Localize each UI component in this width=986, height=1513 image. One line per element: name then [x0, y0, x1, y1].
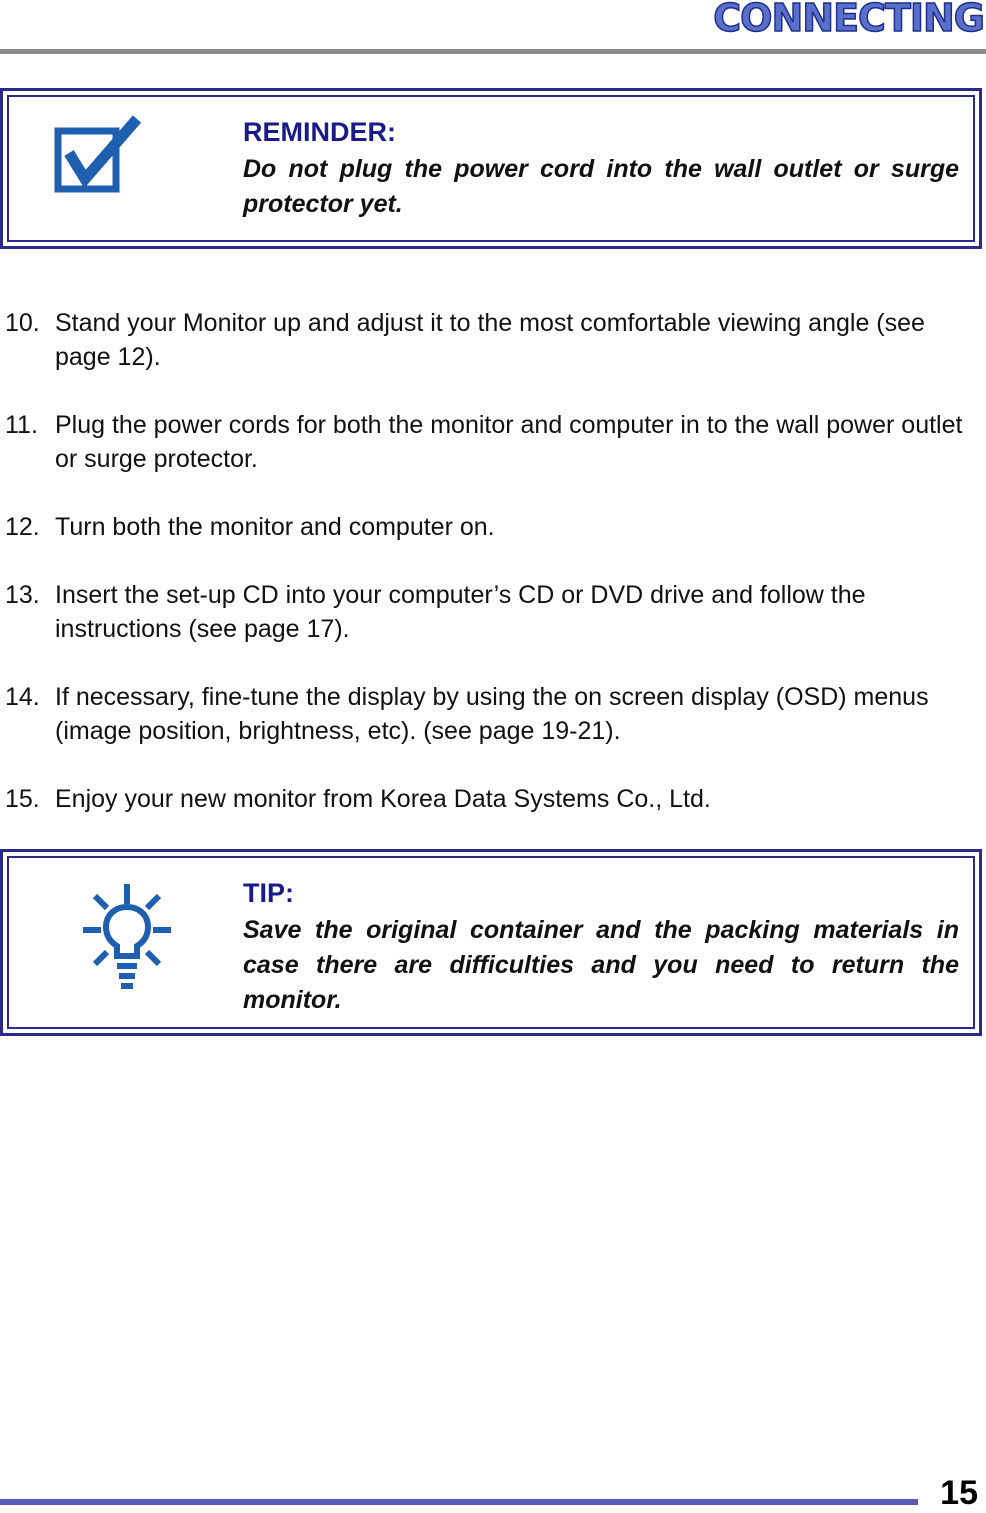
reminder-heading: REMINDER:: [243, 117, 396, 147]
tip-heading: TIP:: [243, 878, 294, 908]
tip-callout: [0, 849, 982, 1036]
step-number: 14.: [5, 683, 40, 711]
list-item: [0, 680, 986, 748]
step-number: 12.: [5, 513, 40, 541]
reminder-text: Do not plug the power cord into the wall outlet or surge protector yet.: [243, 155, 959, 218]
list-item: [0, 578, 986, 646]
page-number: 15: [940, 1474, 978, 1512]
tip-text: Save the original container and the packing materials in case there are difficulties and you need to return the monitor.: [243, 916, 959, 1014]
step-text: Turn both the monitor and computer on.: [55, 513, 495, 541]
list-item: [0, 306, 986, 374]
list-item: [0, 408, 986, 476]
lightbulb-icon: [79, 882, 175, 992]
step-text: Insert the set-up CD into your computer’s CD or DVD drive and follow the instructions (see page 17).: [55, 581, 866, 643]
step-number: 10.: [5, 309, 40, 337]
reminder-callout: [0, 88, 982, 249]
page-section-title: CONNECTING: [713, 0, 984, 40]
list-item: [0, 782, 986, 816]
step-list: [0, 306, 986, 850]
checkbox-check-icon: [53, 113, 143, 195]
step-number: 15.: [5, 785, 40, 813]
header-divider: [0, 49, 986, 54]
step-text: If necessary, fine-tune the display by using the on screen display (OSD) menus (image position, brightness, etc). (see page 19-21).: [55, 683, 929, 745]
footer-divider: [0, 1499, 918, 1505]
list-item: [0, 510, 986, 544]
step-text: Enjoy your new monitor from Korea Data Systems Co., Ltd.: [55, 785, 711, 813]
step-number: 13.: [5, 581, 40, 609]
step-text: Plug the power cords for both the monitor and computer in to the wall power outlet or surge protector.: [55, 411, 963, 473]
step-number: 11.: [5, 411, 38, 439]
step-text: Stand your Monitor up and adjust it to the most comfortable viewing angle (see page 12).: [55, 309, 925, 371]
